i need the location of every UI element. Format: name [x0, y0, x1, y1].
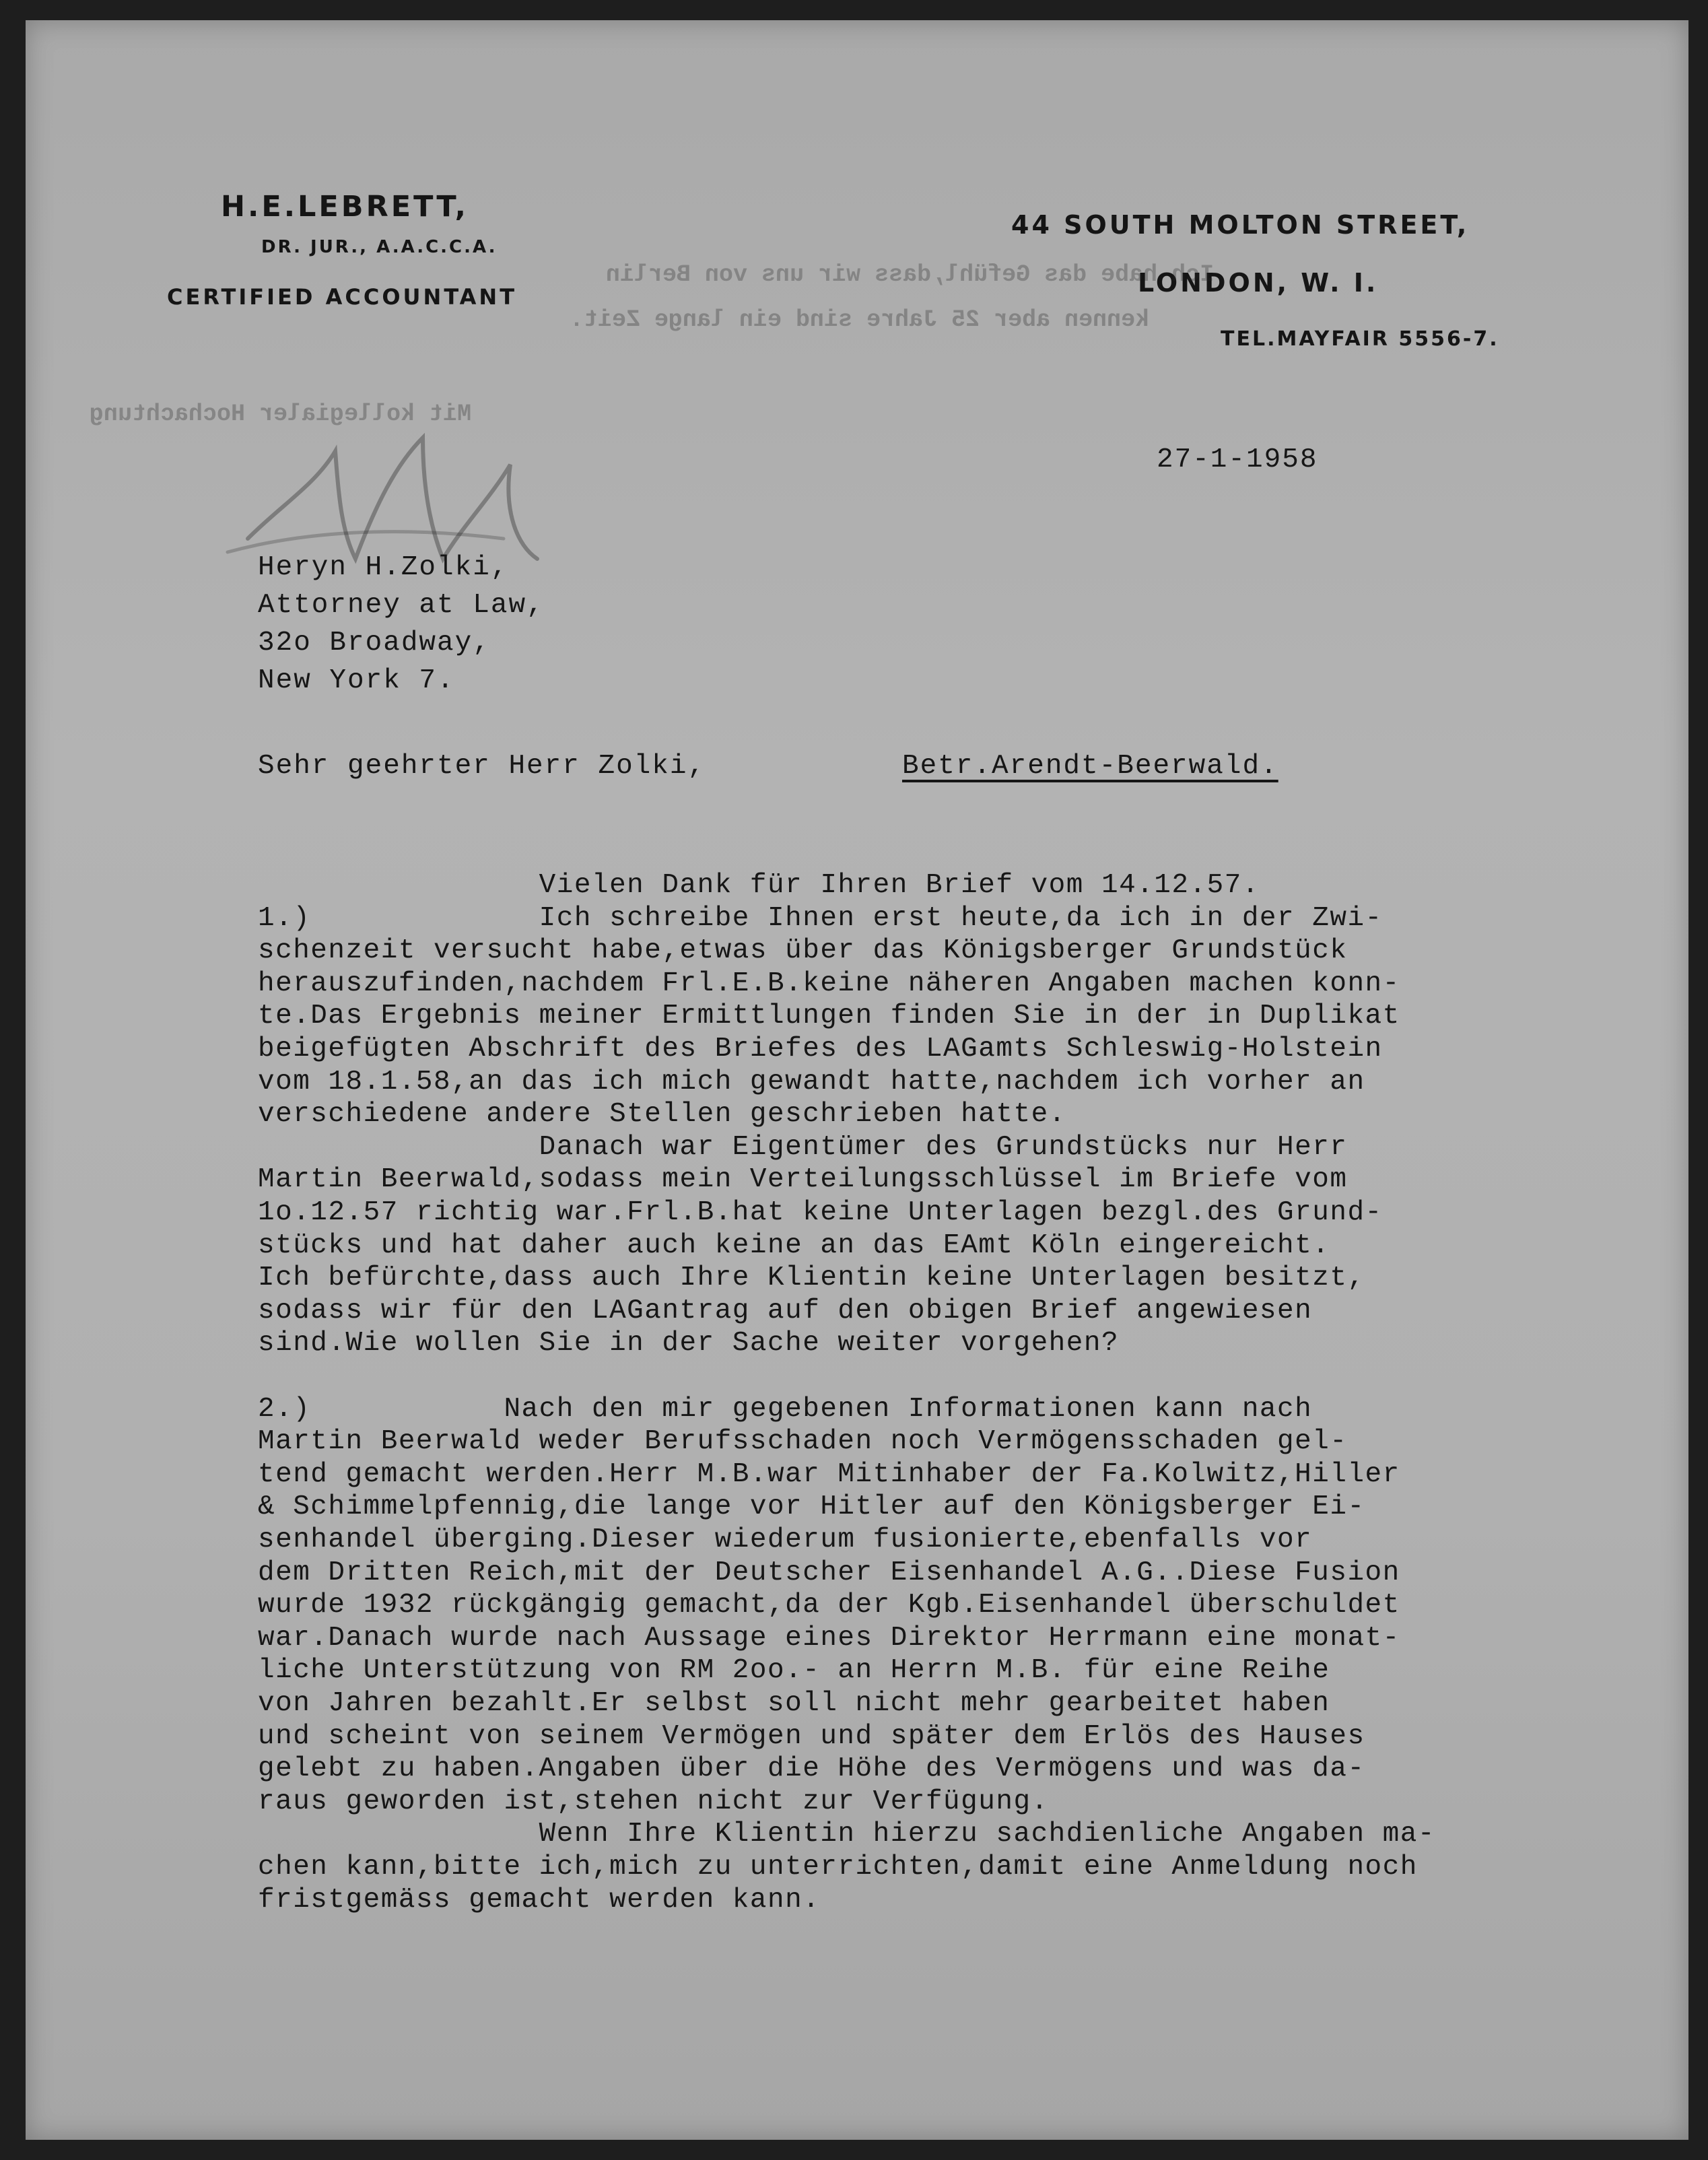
- body-line: te.Das Ergebnis meiner Ermittlungen finden Sie in der in Duplikat: [258, 1001, 1400, 1032]
- body-line: chen kann,bitte ich,mich zu unterrichten,damit eine Anmeldung noch: [258, 1852, 1418, 1883]
- bleed-through-line: kennen aber 25 Jahre sind ein lange Zeit.: [570, 306, 1150, 333]
- body-line: sodass wir für den LAGantrag auf den obigen Brief angewiesen: [258, 1295, 1313, 1326]
- recipient-line: Attorney at Law,: [258, 590, 545, 621]
- body-line: Martin Beerwald weder Berufsschaden noch Vermögensschaden gel-: [258, 1426, 1348, 1457]
- body-line: verschiedene andere Stellen geschrieben hatte.: [258, 1099, 1066, 1130]
- body-line: 2.) Nach den mir gegebenen Informationen kann nach: [258, 1394, 1313, 1425]
- letterhead-title: CERTIFIED ACCOUNTANT: [167, 284, 518, 310]
- subject-line: Betr.Arendt-Beerwald.: [902, 751, 1278, 782]
- body-line: beigefügten Abschrift des Briefes des LAGamts Schleswig-Holstein: [258, 1034, 1383, 1065]
- body-line: wurde 1932 rückgängig gemacht,da der Kgb.Eisenhandel überschuldet: [258, 1590, 1400, 1621]
- body-line: vom 18.1.58,an das ich mich gewandt hatte,nachdem ich vorher an: [258, 1067, 1365, 1098]
- body-line: herauszufinden,nachdem Frl.E.B.keine näheren Angaben machen konn-: [258, 968, 1400, 999]
- body-line: war.Danach wurde nach Aussage eines Direktor Herrmann eine monat-: [258, 1623, 1400, 1654]
- body-line: 1o.12.57 richtig war.Frl.B.hat keine Unterlagen bezgl.des Grund-: [258, 1197, 1383, 1228]
- body-line: & Schimmelpfennig,die lange vor Hitler auf den Königsberger Ei-: [258, 1491, 1365, 1522]
- body-line: schenzeit versucht habe,etwas über das Königsberger Grundstück: [258, 935, 1348, 966]
- body-line: raus geworden ist,stehen nicht zur Verfügung.: [258, 1786, 1049, 1817]
- body-line: Ich befürchte,dass auch Ihre Klientin keine Unterlagen besitzt,: [258, 1262, 1365, 1293]
- body-line: stücks und hat daher auch keine an das EAmt Köln eingereicht.: [258, 1230, 1330, 1261]
- body-line: fristgemäss gemacht werden kann.: [258, 1885, 821, 1916]
- letterhead-street: 44 SOUTH MOLTON STREET,: [1011, 210, 1470, 240]
- salutation: Sehr geehrter Herr Zolki,: [258, 751, 706, 782]
- body-line: gelebt zu haben.Angaben über die Höhe des Vermögens und was da-: [258, 1753, 1365, 1784]
- letterhead-name: H.E.LEBRETT,: [221, 190, 469, 224]
- body-line: tend gemacht werden.Herr M.B.war Mitinhaber der Fa.Kolwitz,Hiller: [258, 1459, 1400, 1490]
- body-line: und scheint von seinem Vermögen und später dem Erlös des Hauses: [258, 1721, 1365, 1752]
- letter-page: [26, 20, 1688, 2140]
- recipient-line: Heryn H.Zolki,: [258, 552, 509, 583]
- letterhead-degree: DR. JUR., A.A.C.C.A.: [261, 237, 498, 257]
- body-line: Vielen Dank für Ihren Brief vom 14.12.57.: [258, 870, 1260, 901]
- body-line: von Jahren bezahlt.Er selbst soll nicht mehr gearbeitet haben: [258, 1688, 1330, 1719]
- letterhead-city: LONDON, W. I.: [1138, 268, 1379, 298]
- body-line: Danach war Eigentümer des Grundstücks nur Herr: [258, 1132, 1348, 1163]
- letter-date: 27-1-1958: [1157, 444, 1318, 475]
- body-line: Martin Beerwald,sodass mein Verteilungsschlüssel im Briefe vom: [258, 1164, 1348, 1195]
- bleed-through-line: Mit kollegialer Hochachtung: [90, 401, 472, 428]
- recipient-line: 32o Broadway,: [258, 628, 491, 659]
- body-line: dem Dritten Reich,mit der Deutscher Eisenhandel A.G..Diese Fusion: [258, 1557, 1400, 1588]
- recipient-line: New York 7.: [258, 665, 455, 696]
- body-line: Wenn Ihre Klientin hierzu sachdienliche Angaben ma-: [258, 1819, 1435, 1850]
- body-line: sind.Wie wollen Sie in der Sache weiter vorgehen?: [258, 1328, 1120, 1359]
- body-line: liche Unterstützung von RM 2oo.- an Herrn M.B. für eine Reihe: [258, 1655, 1330, 1686]
- bleed-through-line: Ich habe das Gefühl,dass wir uns von Berlin: [606, 261, 1215, 288]
- letterhead-telephone: TEL.MAYFAIR 5556-7.: [1221, 327, 1499, 351]
- body-line: senhandel überging.Dieser wiederum fusionierte,ebenfalls vor: [258, 1524, 1313, 1555]
- body-line: 1.) Ich schreibe Ihnen erst heute,da ich in der Zwi-: [258, 903, 1383, 934]
